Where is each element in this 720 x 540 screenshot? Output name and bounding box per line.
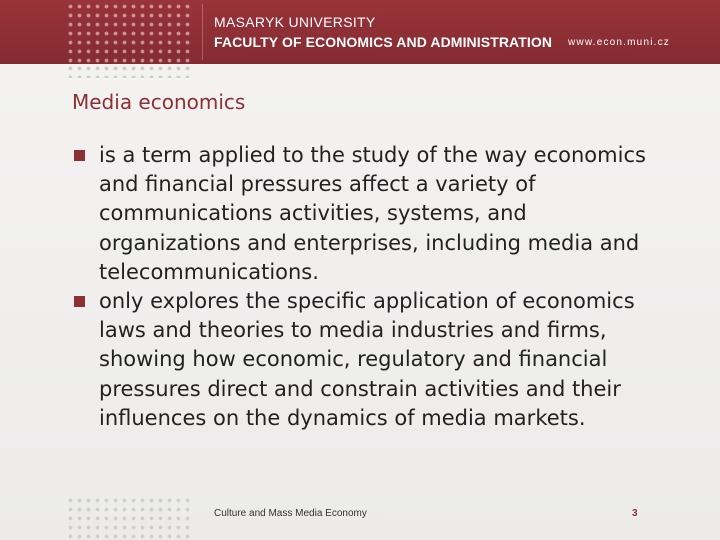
dot-pattern-footer: [66, 496, 190, 540]
university-name: MASARYK UNIVERSITY: [214, 14, 376, 30]
header-bar: [0, 0, 720, 64]
faculty-name: FACULTY OF ECONOMICS AND ADMINISTRATION: [214, 34, 553, 50]
dot-pattern-lower: [66, 64, 190, 78]
bullet-text: only explores the specific application of economics laws and theories to media industries and firms, showing how economic, regulatory and financial pressures direct and constrain activities and their influences on the dynamics of media markets.: [99, 289, 635, 430]
slide-title: Media economics: [72, 90, 246, 114]
header-divider: [202, 4, 203, 60]
bullet-list: [72, 141, 672, 433]
bullet-item: [72, 287, 672, 433]
bullet-item: [72, 141, 672, 287]
footer-course-title: Culture and Mass Media Economy: [214, 508, 367, 519]
square-bullet-icon: [74, 150, 85, 161]
square-bullet-icon: [74, 296, 85, 307]
page-number: 3: [632, 508, 638, 519]
bullet-text: is a term applied to the study of the way economics and financial pressures affect a variety of communications activities, systems, and organizations and enterprises, including media and telecommunications.: [99, 143, 646, 284]
website-link[interactable]: www.econ.muni.cz: [568, 37, 671, 48]
